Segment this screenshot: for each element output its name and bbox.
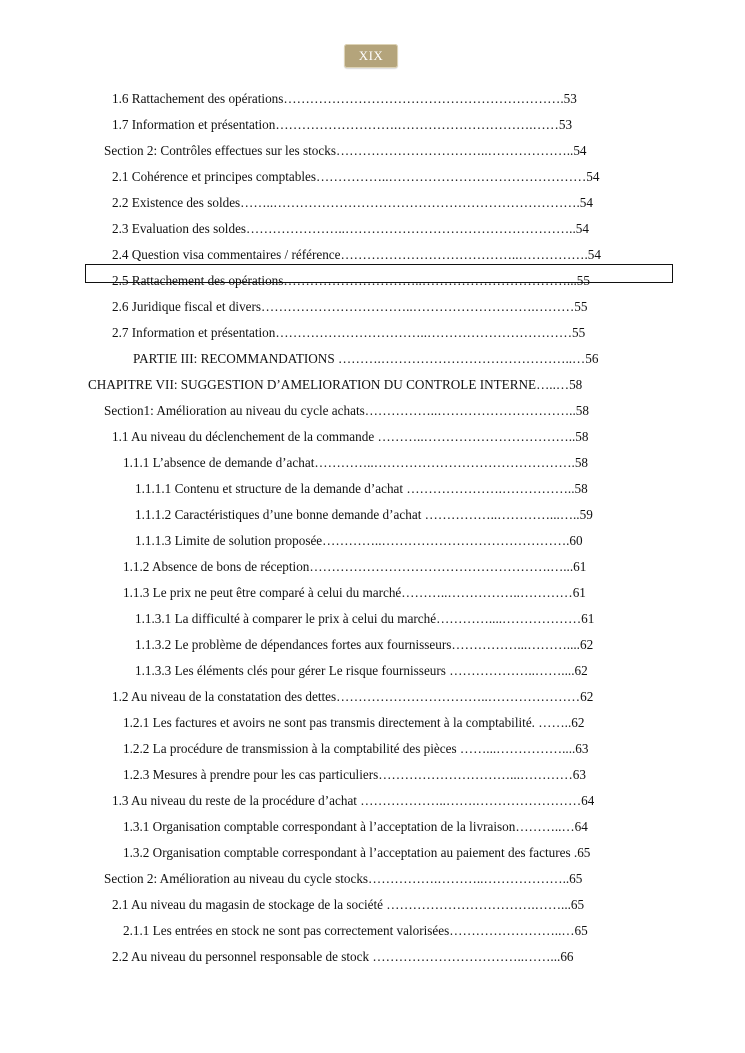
toc-entry-1-2-3: 1.2.3 Mesures à prendre pour les cas particuliers…………………………...…………63 [123,767,586,782]
toc-entry-2-4: 2.4 Question visa commentaires / référence…………………………………..…………….54 [112,247,601,262]
toc-entry-1-1-1-2: 1.1.1.2 Caractéristiques d’une bonne demande d’achat ……………..…………...…..59 [135,507,593,522]
toc-entry-1-6: 1.6 Rattachement des opérations……………………………………………………….53 [112,91,577,106]
toc-entry-2-1-magasin: 2.1 Au niveau du magasin de stockage de la société …………………………….……...65 [112,897,585,912]
toc-entry-section-2-stocks: Section 2: Amélioration au niveau du cycle stocks…………….………..………………..65 [104,871,583,886]
toc-entry-1-1-3: 1.1.3 Le prix ne peut être comparé à celui du marché………..……………..…………61 [123,585,586,600]
toc-entry-1-3: 1.3 Au niveau du reste de la procédure d’achat ………………..…….……………………64 [112,793,595,808]
toc-entry-2-2: 2.2 Existence des soldes……..…………………………………………………………….54 [112,195,593,210]
toc-entry-1-1-1-3: 1.1.1.3 Limite de solution proposée…………..…………………………………….60 [135,533,583,548]
toc-entry-1-3-2: 1.3.2 Organisation comptable correspondant à l’acceptation au paiement des factures .65 [123,845,591,860]
toc-entry-2-5: 2.5 Rattachement des opérations…………………………..……………………………...55 [112,273,590,288]
toc-entry-1-7: 1.7 Information et présentation……………………….………………………….……53 [112,117,573,132]
toc-entry-2-2-personnel: 2.2 Au niveau du personnel responsable de stock ……………………………..……...66 [112,949,574,964]
toc-entry-1-1-3-1: 1.1.3.1 La difficulté à comparer le prix à celui du marché…………....………………61 [135,611,595,626]
toc-entry-2-1-1: 2.1.1 Les entrées en stock ne sont pas correctement valorisées……………………..…65 [123,923,588,938]
toc-entry-section-1: Section1: Amélioration au niveau du cycle achats……………..…………………………..58 [104,403,589,418]
toc-entry-2-1: 2.1 Cohérence et principes comptables……………..………………………………………54 [112,169,600,184]
toc-entry-1-1: 1.1 Au niveau du déclenchement de la commande ………..……………………………..58 [112,429,589,444]
toc-entry-2-6: 2.6 Juridique fiscal et divers……………………………..……………………….………55 [112,299,588,314]
toc-entry-1-2: 1.2 Au niveau de la constatation des dettes……………………………..…………………62 [112,689,594,704]
toc-entry-1-1-1-1: 1.1.1.1 Contenu et structure de la demande d’achat ………………….……………..58 [135,481,588,496]
toc-entry-2-7: 2.7 Information et présentation……………………………..……………………………55 [112,325,586,340]
toc-entry-1-2-1: 1.2.1 Les factures et avoirs ne sont pas transmis directement à la comptabilité. ……..62 [123,715,585,730]
page-number: XIX [358,48,384,63]
toc-entry-1-3-1: 1.3.1 Organisation comptable correspondant à l’acceptation de la livraison………..…64 [123,819,588,834]
toc-entry-1-1-1: 1.1.1 L’absence de demande d’achat…………..……………………………………….58 [123,455,589,470]
toc-entry-partie-3: PARTIE III: RECOMMANDATIONS ……….……………………………………..…56 [133,351,599,366]
toc-entry-1-1-3-3: 1.1.3.3 Les éléments clés pour gérer Le risque fournisseurs ………………..……....62 [135,663,588,678]
toc-entry-section-2: Section 2: Contrôles effectues sur les stocks……………………………..………………..54 [104,143,587,158]
toc-entry-1-1-2: 1.1.2 Absence de bons de réception……………………………………………….…...61 [123,559,587,574]
toc-entry-1-2-2: 1.2.2 La procédure de transmission à la comptabilité des pièces ……...……………....63 [123,741,589,756]
page-number-badge [344,44,398,68]
toc-entry-2-3: 2.3 Evaluation des soldes…………………..……………………………………………..54 [112,221,589,236]
toc-entry-1-1-3-2: 1.1.3.2 Le problème de dépendances fortes aux fournisseurs……………...………....62 [135,637,594,652]
toc-entry-chapitre-7: CHAPITRE VII: SUGGESTION D’AMELIORATION DU CONTROLE INTERNE…..…58 [88,377,583,392]
